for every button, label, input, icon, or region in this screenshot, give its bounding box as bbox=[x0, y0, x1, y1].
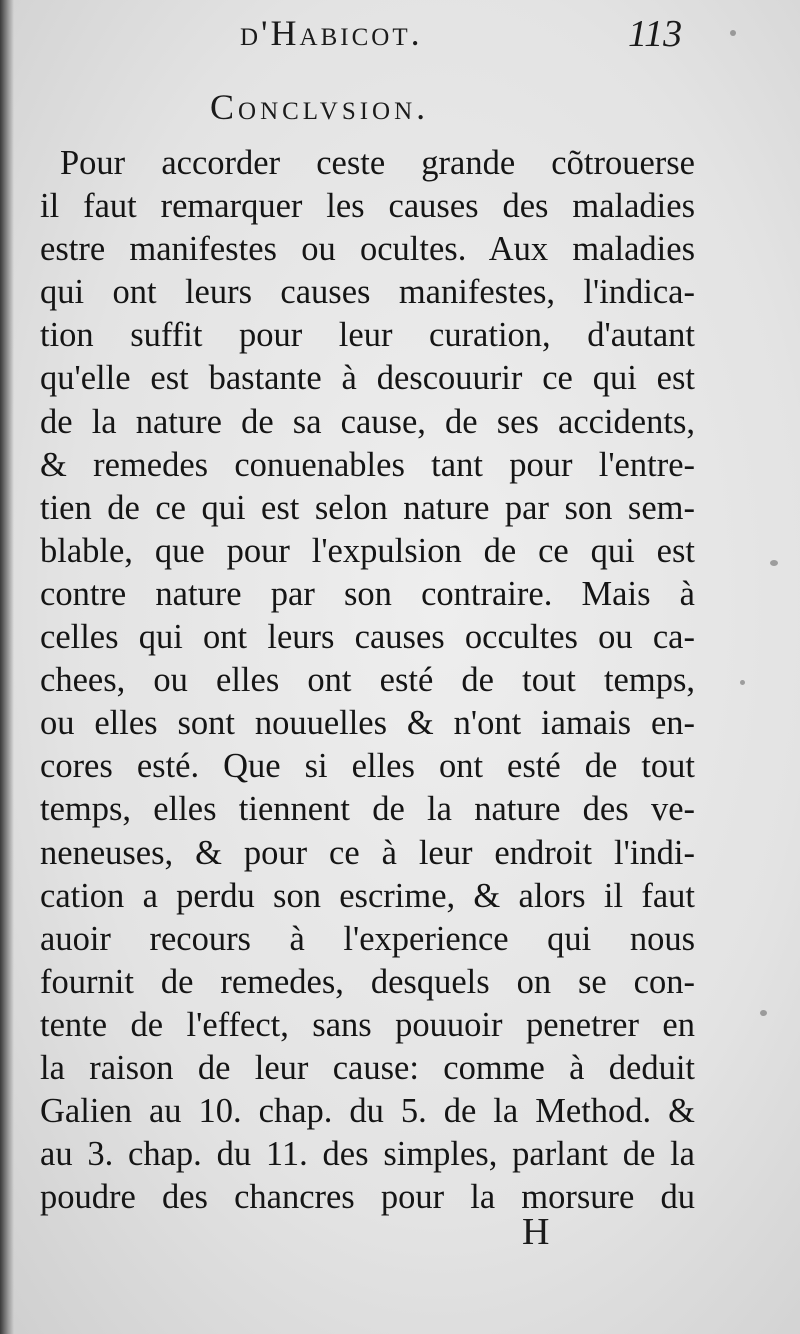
text-line: qui ont leurs causes manifestes, l'indica- bbox=[40, 273, 695, 312]
text-line: chees, ou elles ont esté de tout temps, bbox=[40, 661, 695, 700]
text-line: au 3. chap. du 11. des simples, parlant de la bbox=[40, 1135, 695, 1174]
text-line: Galien au 10. chap. du 5. de la Method. & bbox=[40, 1092, 695, 1131]
paper-speck bbox=[770, 560, 778, 566]
paper-speck bbox=[740, 680, 745, 685]
text-line: tien de ce qui est selon nature par son sem- bbox=[40, 488, 695, 527]
text-line: tion suffit pour leur curation, d'autant bbox=[40, 316, 695, 355]
text-line: estre manifestes ou ocultes. Aux maladies bbox=[40, 230, 695, 269]
paper-speck bbox=[730, 30, 736, 36]
text-line: il faut remarquer les causes des maladies bbox=[40, 187, 695, 226]
text-line: contre nature par son contraire. Mais à bbox=[40, 574, 695, 613]
text-line: cores esté. Que si elles ont esté de tout bbox=[40, 747, 695, 786]
page-gutter-shadow bbox=[0, 0, 14, 1334]
text-line: neneuses, & pour ce à leur endroit l'indi- bbox=[40, 833, 695, 872]
text-line: cation a perdu son escrime, & alors il faut bbox=[40, 876, 695, 915]
signature-mark: H bbox=[522, 1211, 550, 1253]
text-line: ou elles sont nouuelles & n'ont iamais en- bbox=[40, 704, 695, 743]
text-line: poudre des chancres pour la morsure du bbox=[40, 1178, 695, 1217]
text-line: tente de l'effect, sans pouuoir penetrer en bbox=[40, 1005, 695, 1044]
body-text bbox=[40, 142, 695, 1219]
paper-speck bbox=[760, 1010, 767, 1016]
text-line: fournit de remedes, desquels on se con- bbox=[40, 962, 695, 1001]
running-head: d'Habicot. bbox=[240, 13, 423, 53]
text-line: auoir recours à l'experience qui nous bbox=[40, 919, 695, 958]
text-line: qu'elle est bastante à descouurir ce qui est bbox=[40, 359, 695, 398]
text-line: Pour accorder ceste grande cõtrouerse bbox=[60, 144, 695, 182]
text-line: blable, que pour l'expulsion de ce qui est bbox=[40, 531, 695, 570]
page-header bbox=[0, 12, 800, 58]
text-line: la raison de leur cause: comme à deduit bbox=[40, 1048, 695, 1087]
text-line: temps, elles tiennent de la nature des ve- bbox=[40, 790, 695, 829]
page-number: 113 bbox=[628, 13, 683, 55]
section-title: Conclvsion. bbox=[210, 87, 430, 127]
text-line: & remedes conuenables tant pour l'entre- bbox=[40, 445, 695, 484]
text-line: celles qui ont leurs causes occultes ou ca- bbox=[40, 618, 695, 657]
text-line: de la nature de sa cause, de ses accidents, bbox=[40, 402, 695, 441]
